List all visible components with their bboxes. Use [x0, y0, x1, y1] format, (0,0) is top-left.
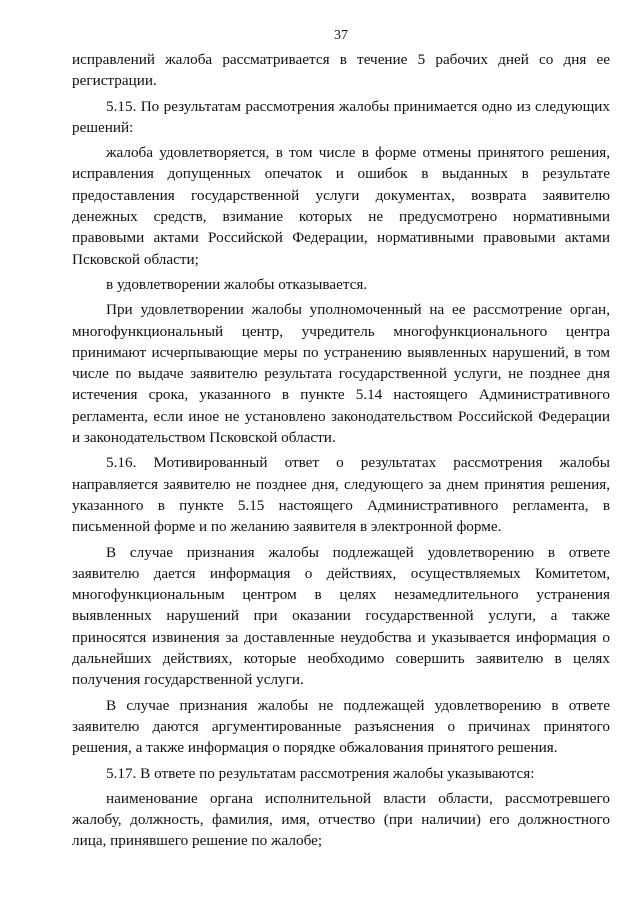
- document-page: [72, 28, 610, 852]
- paragraph-decision-satisfied: жалоба удовлетворяется, в том числе в форме отмены принятого решения, исправления допущенных опечаток и ошибок в выданных в результате предоставления государственной услуги документах, возврата заявителю денежных средств, взимание которых не предусмотрено нормативными правовыми актами Российской Федерации, нормативными правовыми актами Псковской области;: [72, 144, 610, 268]
- paragraph-continuation: исправлений жалоба рассматривается в течение 5 рабочих дней со дня ее регистрации.: [72, 51, 610, 90]
- paragraph-unsatisfied-answer: В случае признания жалобы не подлежащей удовлетворению в ответе заявителю даются аргументированные разъяснения о причинах принятого решения, а также информация о порядке обжалования принятого решения.: [72, 696, 610, 757]
- paragraph-5-16: 5.16. Мотивированный ответ о результатах рассмотрения жалобы направляется заявителю не позднее дня, следующего за днем принятия решения, указанного в пункте 5.15 настоящего Административного регламента, в письменной форме и по желанию заявителя в электронной форме.: [72, 454, 610, 536]
- paragraph-decision-rejected: в удовлетворении жалобы отказывается.: [106, 275, 368, 293]
- paragraph-5-15: 5.15. По результатам рассмотрения жалобы принимается одно из следующих решений:: [72, 97, 610, 136]
- paragraph-5-17: 5.17. В ответе по результатам рассмотрения жалобы указываются:: [106, 764, 535, 782]
- paragraph-satisfied-answer: В случае признания жалобы подлежащей удовлетворению в ответе заявителю дается информация о действиях, осуществляемых Комитетом, многофункциональным центром в целях незамедлительного устранения выявленных нарушений при оказании государственной услуги, а также приносятся извинения за доставленные неудобства и указывается информация о дальнейших действиях, которые необходимо совершить заявителю в целях получения государственной услуги.: [72, 543, 610, 689]
- paragraph-authority-name: наименование органа исполнительной власти области, рассмотревшего жалобу, должность, фамилия, имя, отчество (при наличии) его должностного лица, принявшего решение по жалобе;: [72, 789, 610, 850]
- page-number: 37: [334, 28, 348, 43]
- paragraph-satisfaction-measures: При удовлетворении жалобы уполномоченный на ее рассмотрение орган, многофункциональный центр, учредитель многофункционального центра принимают исчерпывающие меры по устранению выявленных нарушений, в том числе по выдаче заявителю результата государственной услуги, не позднее дня истечения срока, указанного в пункте 5.14 настоящего Административного регламента, если иное не установлено законодательством Российской Федерации и законодательством Псковской области.: [72, 301, 610, 447]
